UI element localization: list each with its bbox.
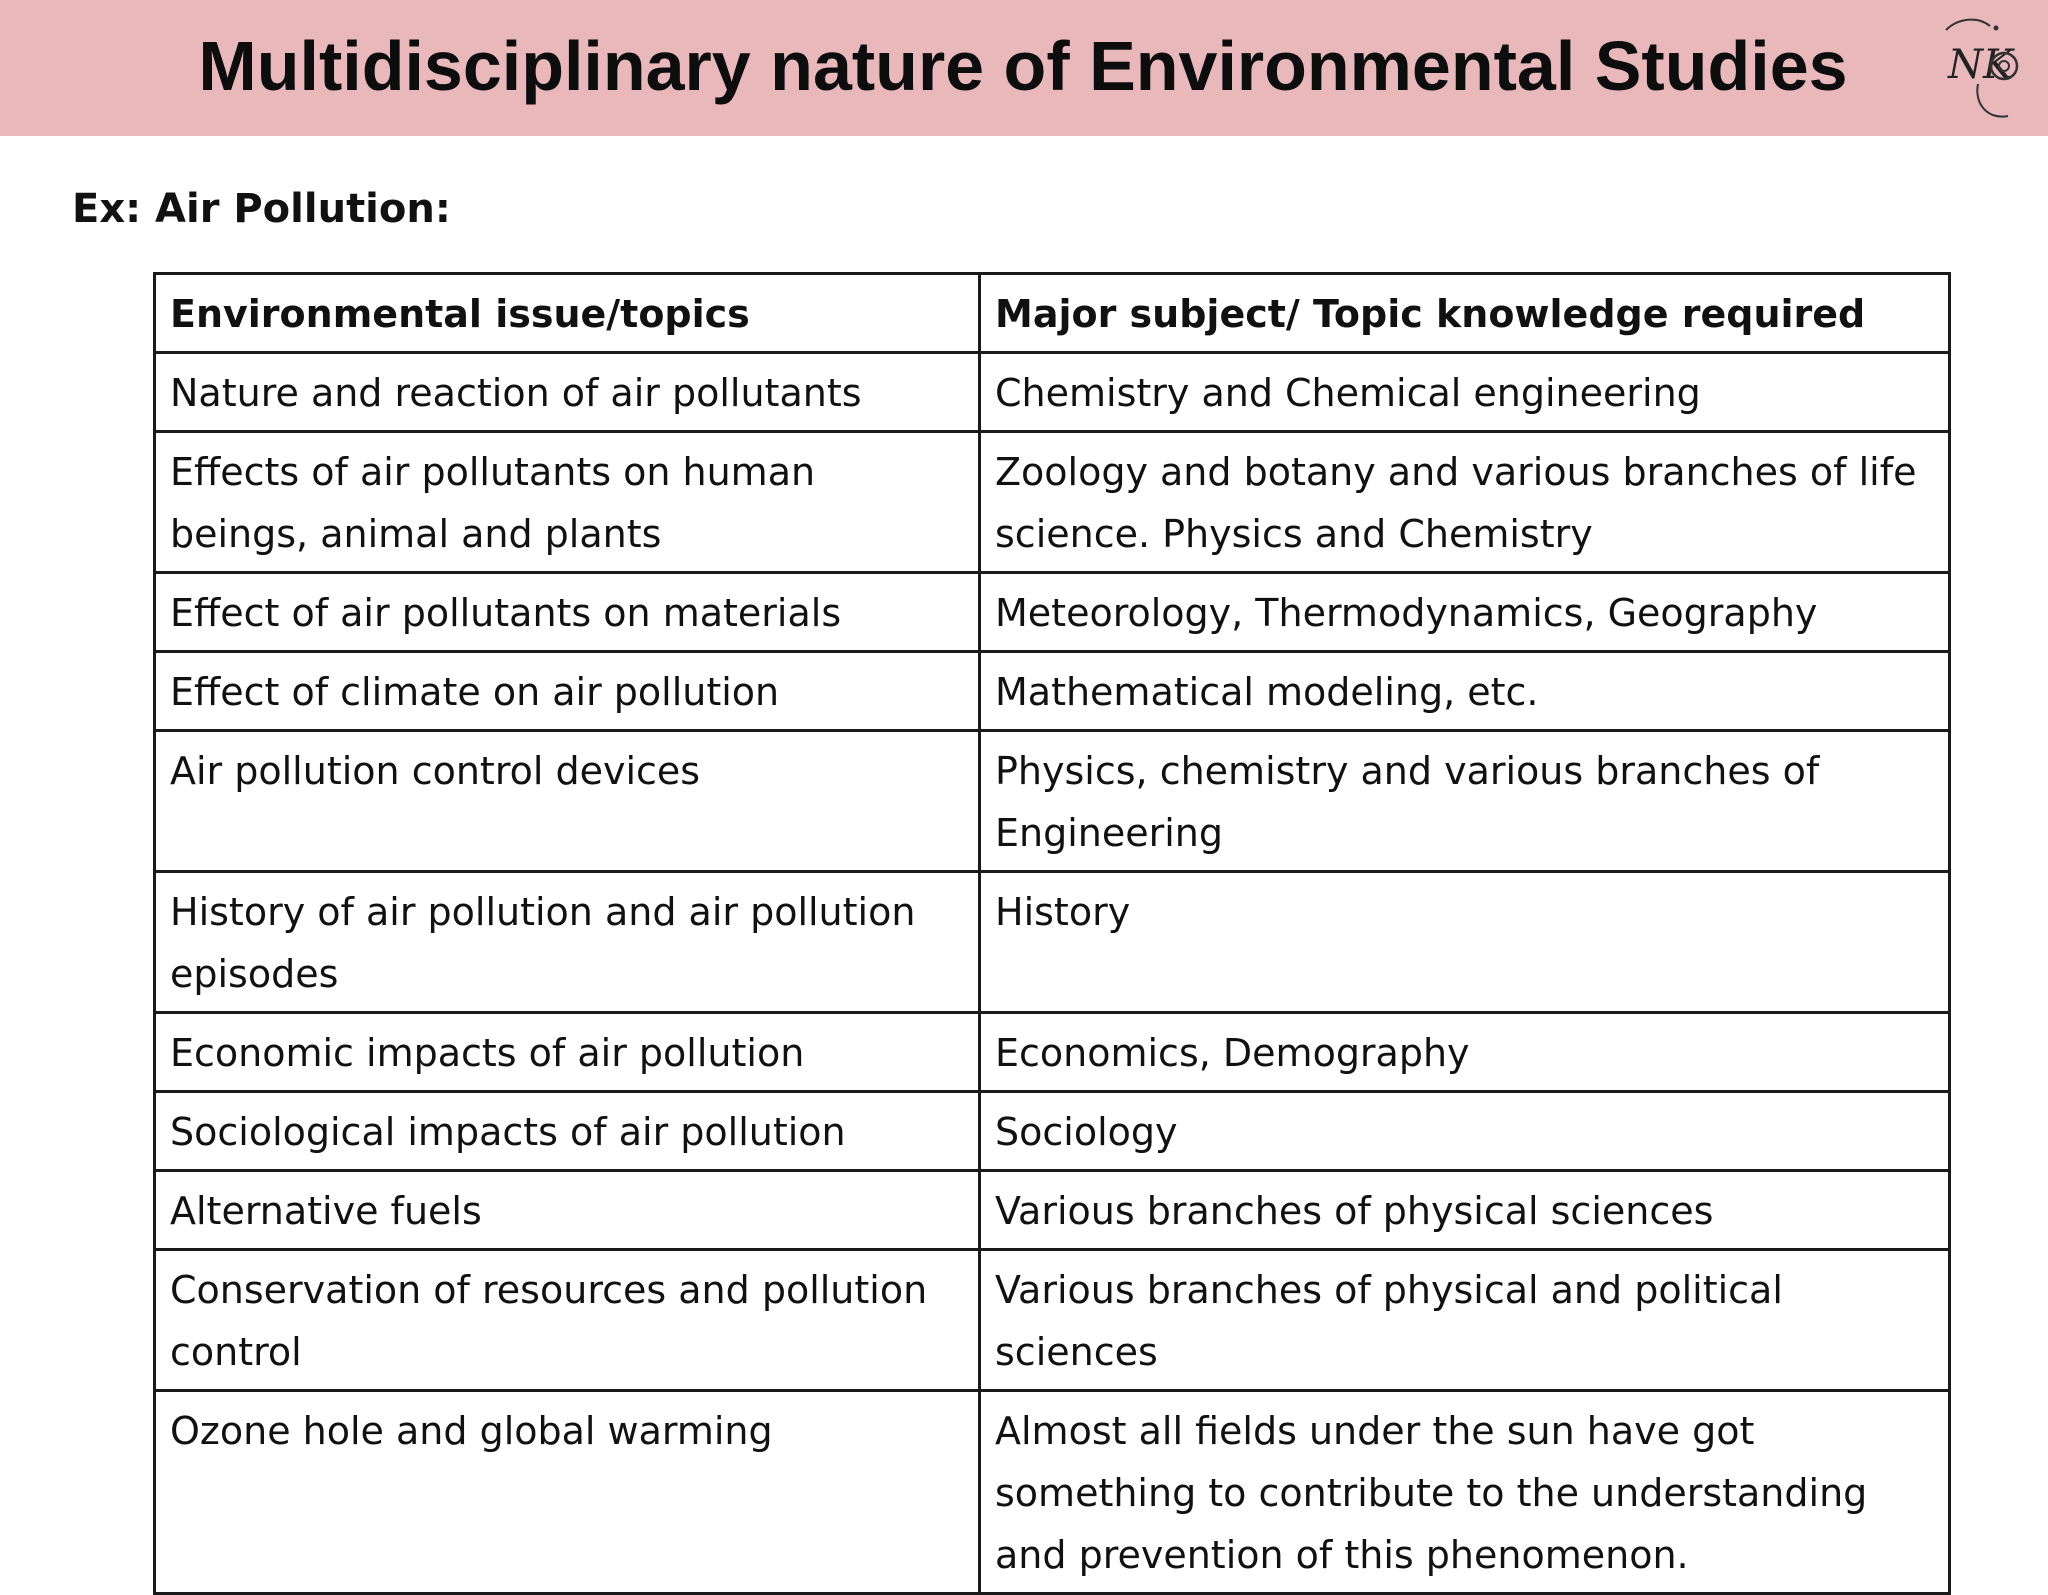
table-row xyxy=(155,731,1950,872)
table-row xyxy=(155,1013,1950,1092)
subject-cell: History xyxy=(980,872,1950,1013)
subject-cell: Chemistry and Chemical engineering xyxy=(980,353,1950,432)
topics-table xyxy=(153,272,1951,1595)
table-row xyxy=(155,353,1950,432)
example-heading: Ex: Air Pollution: xyxy=(72,186,451,232)
table-row xyxy=(155,1092,1950,1171)
header-environmental-issue: Environmental issue/topics xyxy=(155,274,980,353)
title-bar xyxy=(0,0,2048,136)
issue-cell: Air pollution control devices xyxy=(155,731,980,872)
subject-cell: Mathematical modeling, etc. xyxy=(980,652,1950,731)
issue-cell: Effects of air pollutants on human beings, animal and plants xyxy=(155,432,980,573)
table-header-row xyxy=(155,274,1950,353)
subject-cell: Zoology and botany and various branches of life science. Physics and Chemistry xyxy=(980,432,1950,573)
table-row xyxy=(155,652,1950,731)
table-row xyxy=(155,573,1950,652)
issue-cell: History of air pollution and air pollution episodes xyxy=(155,872,980,1013)
subject-cell: Almost all fields under the sun have got something to contribute to the understanding and prevention of this phenomenon. xyxy=(980,1391,1950,1594)
table-row xyxy=(155,1250,1950,1391)
header-subject-knowledge: Major subject/ Topic knowledge required xyxy=(980,274,1950,353)
issue-cell: Conservation of resources and pollution control xyxy=(155,1250,980,1391)
issue-cell: Sociological impacts of air pollution xyxy=(155,1092,980,1171)
subject-cell: Physics, chemistry and various branches of Engineering xyxy=(980,731,1950,872)
issue-cell: Economic impacts of air pollution xyxy=(155,1013,980,1092)
issue-cell: Effect of climate on air pollution xyxy=(155,652,980,731)
table-row xyxy=(155,872,1950,1013)
issue-cell: Ozone hole and global warming xyxy=(155,1391,980,1594)
subject-cell: Economics, Demography xyxy=(980,1013,1950,1092)
issue-cell: Alternative fuels xyxy=(155,1171,980,1250)
table-row xyxy=(155,1171,1950,1250)
logo-text: NK xyxy=(1948,42,2013,88)
nk-logo-icon xyxy=(1938,12,2030,124)
issue-cell: Effect of air pollutants on materials xyxy=(155,573,980,652)
subject-cell: Meteorology, Thermodynamics, Geography xyxy=(980,573,1950,652)
issue-cell: Nature and reaction of air pollutants xyxy=(155,353,980,432)
slide-title: Multidisciplinary nature of Environmental Studies xyxy=(198,27,1848,105)
subject-cell: Sociology xyxy=(980,1092,1950,1171)
subject-cell: Various branches of physical sciences xyxy=(980,1171,1950,1250)
table-row xyxy=(155,432,1950,573)
subject-cell: Various branches of physical and political sciences xyxy=(980,1250,1950,1391)
table-row xyxy=(155,1391,1950,1594)
